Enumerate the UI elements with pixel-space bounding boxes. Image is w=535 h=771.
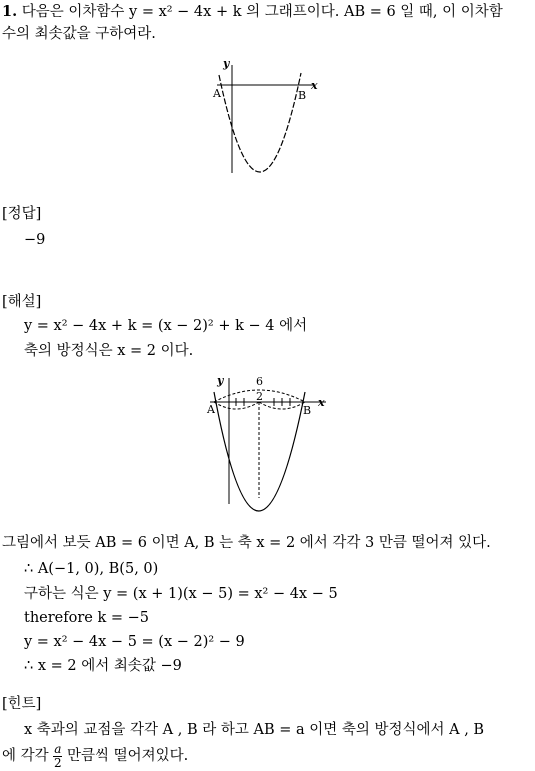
answer-value: −9 <box>24 232 46 248</box>
figure-1-parabola <box>205 55 325 180</box>
figure-1-point-a: A <box>213 87 221 100</box>
figure-2-x-label: x <box>318 396 325 409</box>
hint-fraction-denominator: 2 <box>54 755 62 770</box>
solution-line-7: y = x² − 4x − 5 = (x − 2)² − 9 <box>24 634 245 650</box>
solution-line-2: 축의 방정식은 x = 2 이다. <box>24 343 194 359</box>
figure-1-x-label: x <box>311 79 318 92</box>
solution-line-6: therefore k = −5 <box>24 610 150 626</box>
figure-1-y-label: y <box>223 57 230 70</box>
hint-fraction-numerator: a <box>54 741 62 756</box>
problem-text-1: 다음은 이차함수 y = x² − 4x + k 의 그래프이다. AB = 6 일 때, 이 이차함 <box>21 4 503 20</box>
hint-line-2-pre: 에 각각 <box>2 748 49 764</box>
problem-line-2: 수의 최솟값을 구하여라. <box>2 26 156 42</box>
figure-2-parabola <box>200 370 340 510</box>
solution-line-1: y = x² − 4x + k = (x − 2)² + k − 4 에서 <box>24 318 308 334</box>
solution-line-8: ∴ x = 2 에서 최솟값 −9 <box>24 658 182 674</box>
problem-number: 1. <box>2 3 18 20</box>
figure-2-point-b: B <box>303 404 312 417</box>
figure-2-label-2: 2 <box>256 390 263 403</box>
hint-line-2 <box>2 742 188 770</box>
hint-fraction <box>53 743 62 770</box>
solution-line-3: 그림에서 보듯 AB = 6 이면 A, B 는 축 x = 2 에서 각각 3 만큼 떨어져 있다. <box>2 535 491 551</box>
figure-1-curve <box>219 73 301 172</box>
figure-2-point-a: A <box>207 403 215 416</box>
figure-2-label-6: 6 <box>256 375 263 388</box>
hint-line-1: x 축과의 교점을 각각 A , B 라 하고 AB = a 이면 축의 방정식에서 A , B <box>24 722 485 738</box>
hint-line-2-post: 만큼씩 떨어져있다. <box>67 748 189 764</box>
problem-line-1 <box>2 2 503 22</box>
answer-header: [정답] <box>2 206 42 222</box>
solution-line-4: ∴ A(−1, 0), B(5, 0) <box>24 561 159 577</box>
figure-1-point-b: B <box>298 89 307 102</box>
solution-header: [해설] <box>2 294 42 310</box>
figure-2-y-label: y <box>217 374 224 387</box>
solution-line-5: 구하는 식은 y = (x + 1)(x − 5) = x² − 4x − 5 <box>24 586 338 602</box>
hint-header: [힌트] <box>2 696 42 712</box>
